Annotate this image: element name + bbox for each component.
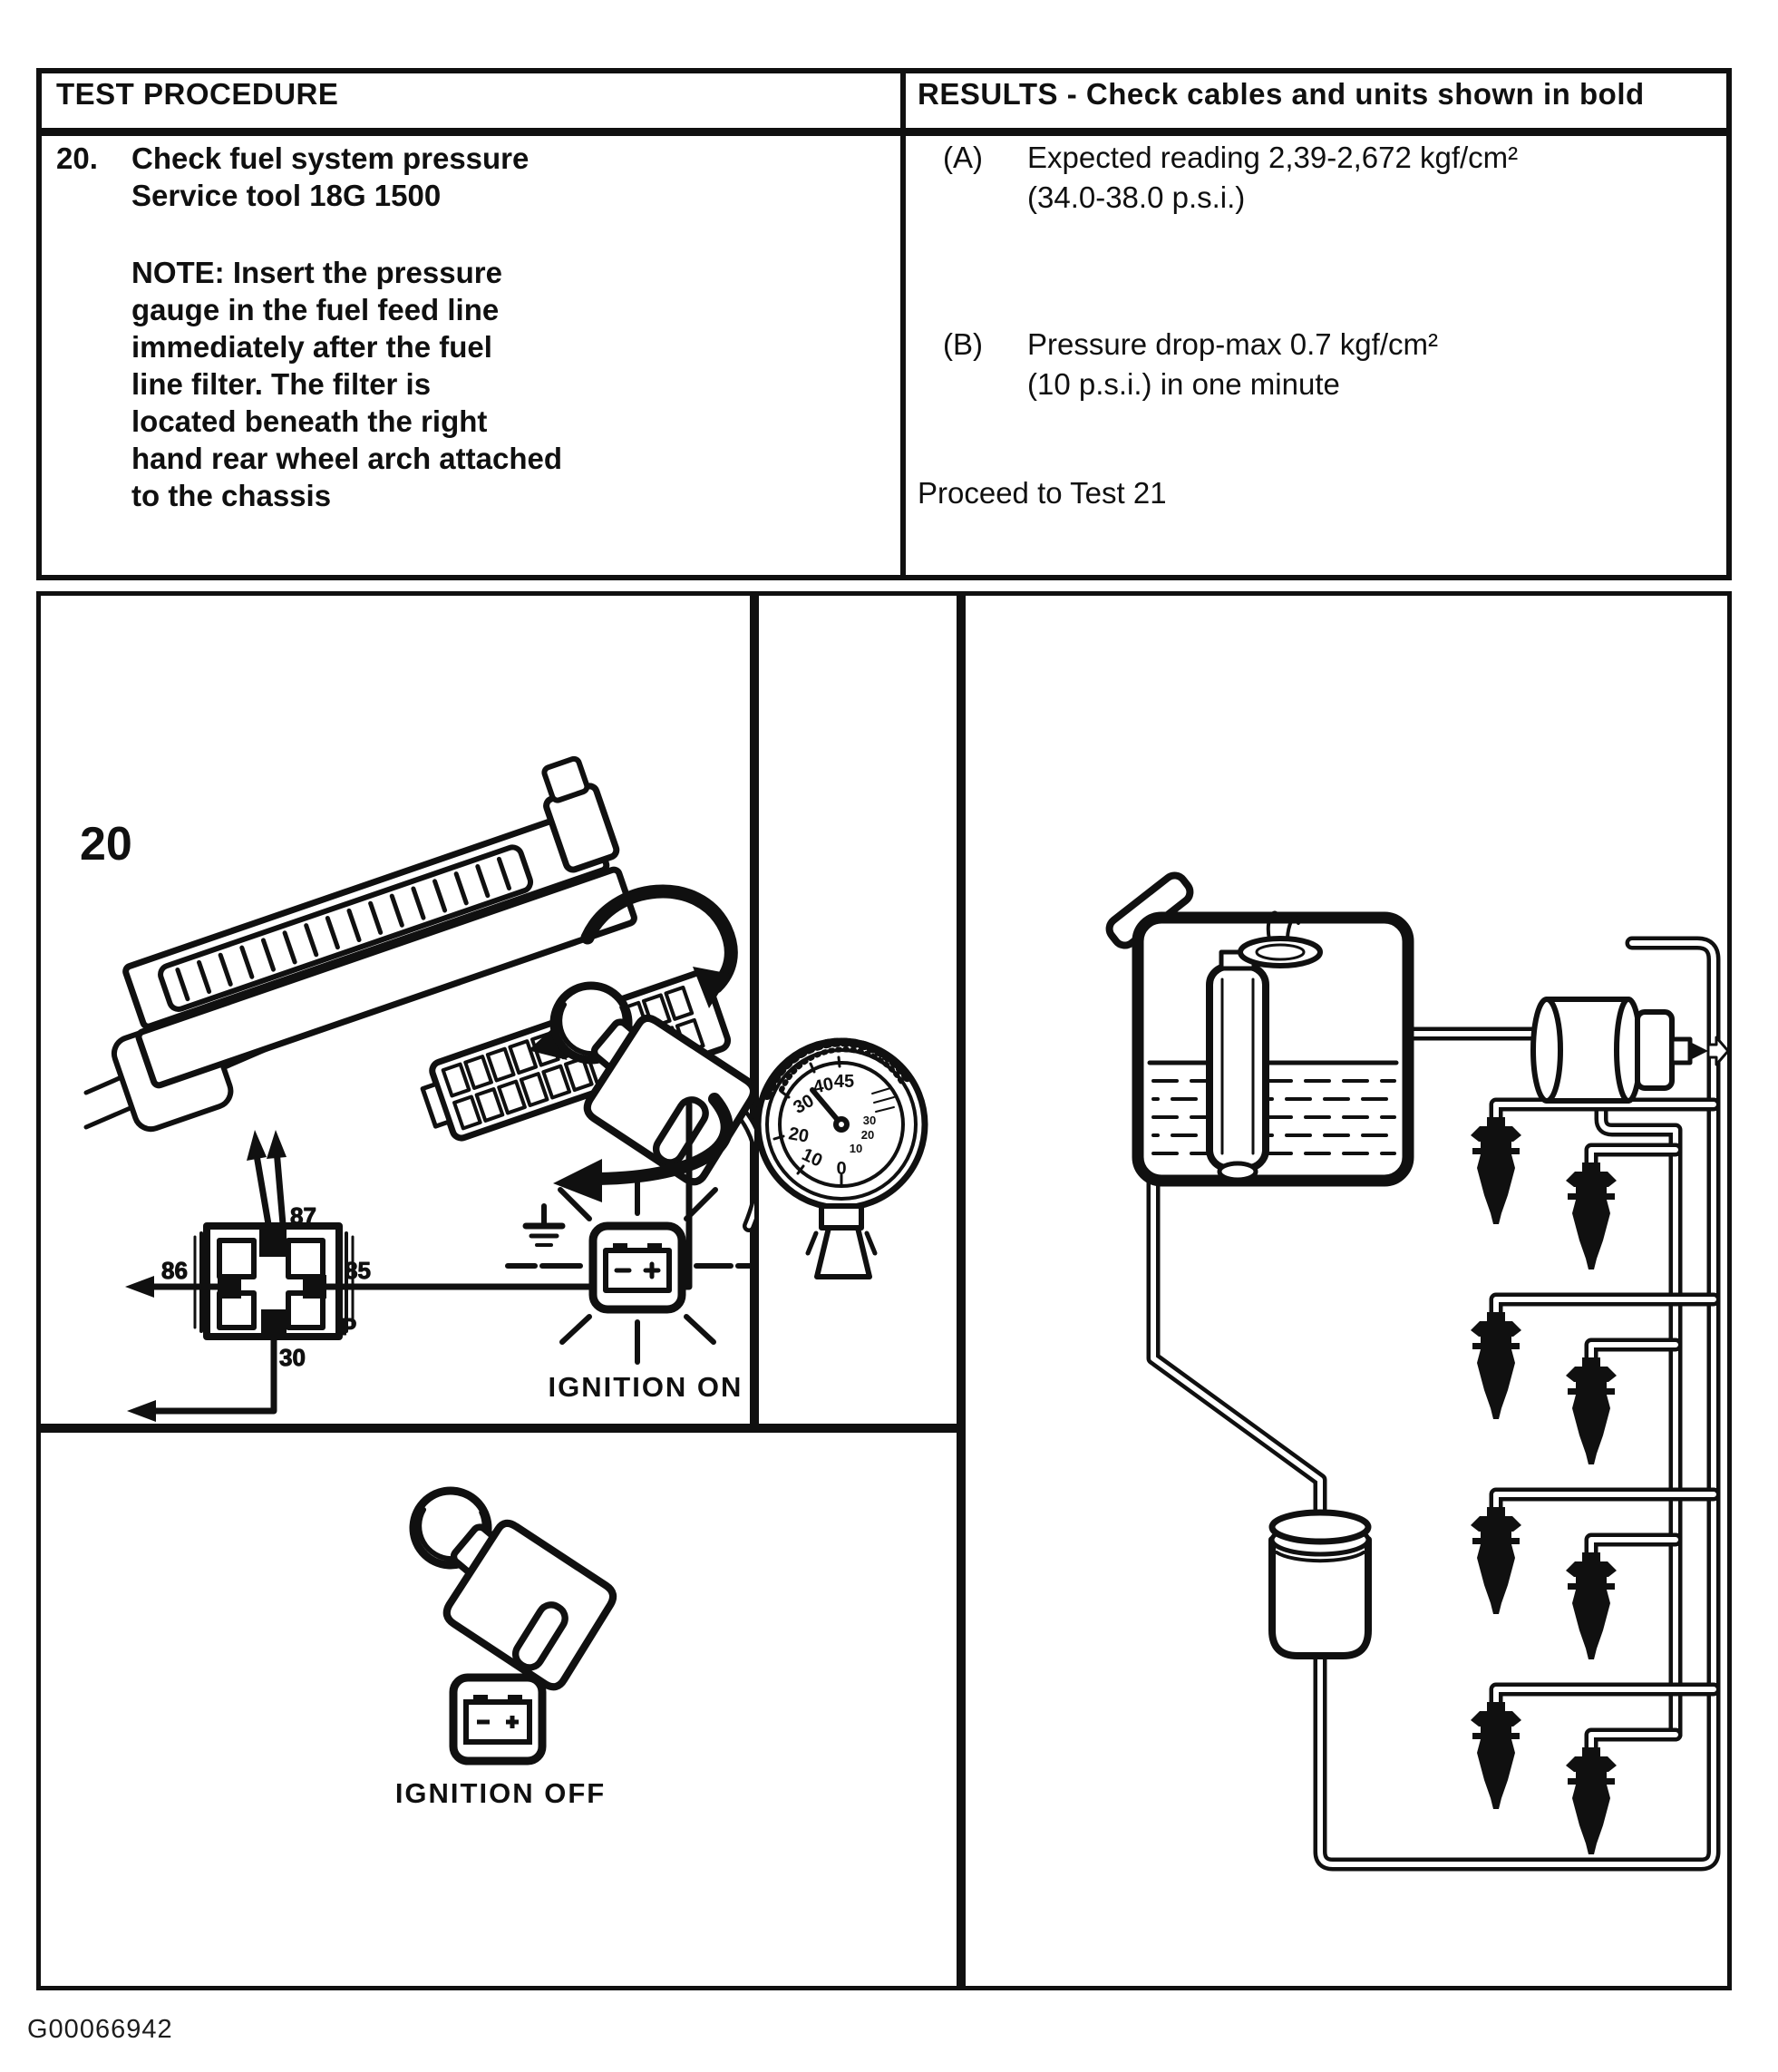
proceed-instruction: Proceed to Test 21 (918, 476, 1167, 510)
column-header-procedure: TEST PROCEDURE (56, 77, 339, 111)
pressure-gauge-diagram (754, 591, 961, 1428)
relay-pin-30-label: 30 (279, 1344, 306, 1371)
result-b-line1: Pressure drop-max 0.7 kgf/cm² (1027, 327, 1438, 361)
procedure-note-line: located beneath the right (131, 404, 488, 438)
relay-pin-86-label: 86 (161, 1257, 188, 1284)
fuel-filter (1272, 1513, 1368, 1656)
relay-pin-87-label: 87 (290, 1202, 316, 1230)
gauge-number: 30 (790, 1090, 818, 1118)
ignition-on-caption: IGNITION ON (548, 1371, 743, 1403)
gauge-inner-number: 30 (862, 1114, 877, 1127)
gauge-number: 45 (833, 1072, 855, 1092)
result-b-text (1027, 325, 1438, 404)
figure-number-label: 20 (80, 818, 132, 871)
procedure-note-line: gauge in the fuel feed line (131, 293, 500, 326)
gauge-number: 10 (798, 1144, 826, 1172)
fuel-tank (1105, 871, 1408, 1181)
procedure-note-line: NOTE: Insert the pressure (131, 256, 502, 289)
result-b-line2: (10 p.s.i.) in one minute (1027, 367, 1340, 401)
step-number: 20. (56, 141, 98, 175)
gauge-number: 20 (786, 1124, 811, 1147)
result-b-label: (B) (943, 327, 983, 361)
procedure-gap (131, 214, 562, 254)
figure-code: G00066942 (27, 2015, 173, 2044)
gauge-number: 40 (811, 1074, 836, 1098)
ground-symbol-icon (526, 1206, 562, 1245)
pressure-regulator (1533, 999, 1728, 1101)
gauge-inner-number: 20 (860, 1128, 875, 1142)
procedure-line: Check fuel system pressure (131, 141, 530, 175)
relay-pin-85-label: 85 (345, 1257, 371, 1284)
connector-pin-label: 16 (660, 1071, 688, 1098)
procedure-note-line: immediately after the fuel (131, 330, 492, 364)
ignition-off-caption: IGNITION OFF (394, 1777, 607, 1809)
gauge-inner-number: 10 (849, 1142, 863, 1155)
procedure-text (131, 140, 562, 514)
ignition-off-diagram (36, 1428, 961, 1990)
column-header-results: RESULTS - Check cables and units shown in bold (918, 77, 1645, 111)
table-header-divider (36, 128, 1732, 136)
procedure-note-line: to the chassis (131, 479, 332, 512)
flow-arrow-icon (1692, 1043, 1708, 1059)
result-a-text (1027, 138, 1518, 218)
result-a-line2: (34.0-38.0 p.s.i.) (1027, 180, 1246, 214)
gauge-number: 0 (836, 1159, 847, 1179)
procedure-note-line: hand rear wheel arch attached (131, 442, 563, 475)
result-a-line1: Expected reading 2,39-2,672 kgf/cm² (1027, 141, 1519, 174)
table-column-divider (900, 68, 906, 580)
relay-pin-p-label: P (341, 1313, 357, 1340)
fuel-system-diagram (961, 591, 1732, 1990)
battery-icon (593, 1226, 682, 1309)
result-a-label: (A) (943, 141, 983, 174)
procedure-line: Service tool 18G 1500 (131, 179, 442, 212)
in-tank-fuel-pump (1210, 952, 1266, 1180)
gauge-stem (808, 1206, 875, 1277)
relay-wire-30 (145, 1337, 274, 1411)
procedure-note-line: line filter. The filter is (131, 367, 432, 401)
ignition-on-diagram (36, 591, 754, 1428)
battery-icon (453, 1678, 542, 1761)
